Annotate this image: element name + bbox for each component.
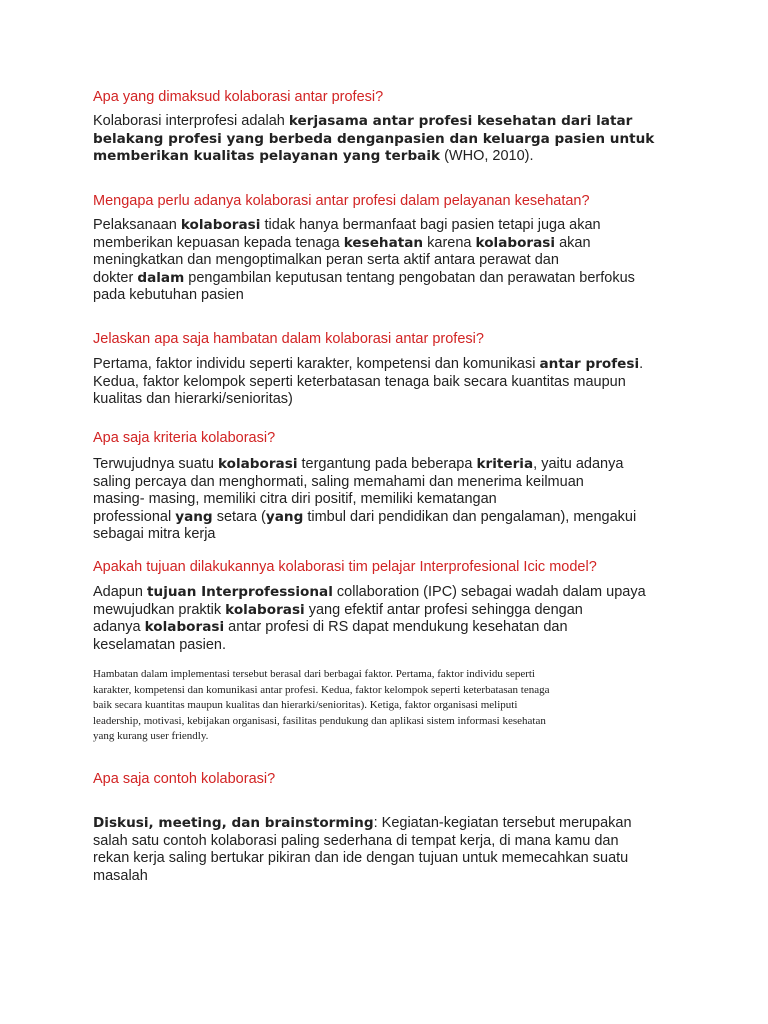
answer-line [93, 833, 693, 851]
answer-line [93, 868, 693, 886]
answer-paragraph [93, 456, 693, 544]
bold-term: kolaborasi [217, 456, 298, 472]
question-heading: Mengapa perlu adanya kolaborasi antar profesi dalam pelayanan kesehatan? [93, 193, 590, 209]
answer-paragraph [93, 584, 693, 654]
answer-line [93, 584, 693, 602]
bold-term: kolaborasi [180, 217, 261, 233]
answer-text: professional [93, 508, 176, 525]
bold-term: kolaborasi [225, 601, 305, 618]
answer-text: memberikan kepuasan kepada tenaga [93, 234, 344, 251]
bold-term: tujuan Interprofessional [147, 584, 333, 600]
answer-text: rekan kerja saling bertukar pikiran dan ide dengan tujuan untuk memecahkan suatu [93, 850, 629, 867]
note-line: yang kurang user friendly. [93, 730, 209, 743]
answer-line [93, 509, 693, 527]
answer-paragraph [93, 217, 693, 305]
answer-line [93, 637, 693, 655]
question-heading: Apa yang dimaksud kolaborasi antar profesi? [93, 89, 384, 105]
answer-line [93, 113, 693, 131]
note-line: karakter, kompetensi dan komunikasi antar profesi. Kedua, faktor kelompok seperti keterbatasan tenaga [93, 683, 550, 696]
note-line: leadership, motivasi, kebijakan organisasi, fasilitas pendukung dan aplikasi sistem informasi kesehatan [93, 714, 546, 727]
answer-text: Adapun [93, 584, 148, 600]
question-heading: Jelaskan apa saja hambatan dalam kolaborasi antar profesi? [93, 331, 484, 347]
note-paragraph [93, 667, 693, 745]
bold-term: kolaborasi [475, 234, 556, 251]
answer-text: pada kebutuhan pasien [93, 287, 244, 304]
bold-term: memberikan kualitas pelayanan yang terbaik [93, 148, 441, 165]
answer-text: akan [555, 234, 591, 251]
note-line: baik secara kuantitas maupun kualitas dan hierarki/senioritas). Ketiga, faktor organisasi meliputi [93, 699, 518, 712]
answer-text: : Kegiatan-kegiatan tersebut merupakan [373, 815, 632, 831]
bold-term: kriteria [476, 456, 534, 472]
answer-text: keselamatan pasien. [93, 636, 226, 653]
answer-text: antar profesi di RS dapat mendukung kesehatan dan [224, 619, 568, 636]
answer-paragraph [93, 815, 693, 885]
answer-text: Kolaborasi interprofesi adalah [93, 113, 289, 129]
bold-term: antar profesi [539, 356, 640, 372]
answer-line [93, 287, 693, 305]
answer-line [93, 217, 693, 235]
answer-paragraph [93, 356, 693, 409]
answer-text: tidak hanya bermanfaat bagi pasien tetapi juga akan [260, 217, 601, 233]
answer-line [93, 491, 693, 509]
bold-term: dalam [137, 269, 185, 286]
answer-text: timbul dari pendidikan dan pengalaman), mengakui [303, 508, 637, 525]
answer-text: mewujudkan praktik [93, 601, 226, 618]
answer-text: setara ( [212, 508, 266, 525]
answer-text: collaboration (IPC) sebagai wadah dalam upaya [332, 584, 646, 600]
answer-text: yang efektif antar profesi sehingga dengan [304, 601, 583, 618]
answer-line [93, 815, 693, 833]
answer-text: masing- masing, memiliki citra diri positif, memiliki kematangan [93, 491, 497, 508]
answer-paragraph [93, 113, 693, 166]
bold-term: kolaborasi [144, 619, 225, 636]
answer-text: . [639, 356, 644, 372]
answer-text: kualitas dan hierarki/senioritas) [93, 391, 293, 408]
answer-line [93, 391, 693, 409]
answer-text: meningkatkan dan mengoptimalkan peran serta aktif antara perawat dan [93, 252, 559, 269]
bold-term: kesehatan [343, 234, 424, 251]
answer-text: Pertama, faktor individu seperti karakter, kompetensi dan komunikasi [93, 356, 540, 372]
answer-text: salah satu contoh kolaborasi paling sederhana di tempat kerja, di mana kamu dan [93, 832, 619, 849]
answer-text: pengambilan keputusan tentang pengobatan dan perawatan berfokus [184, 269, 635, 286]
answer-text: tergantung pada beberapa [297, 456, 477, 472]
bold-term: kerjasama antar profesi kesehatan dari latar [288, 113, 633, 129]
answer-text: saling percaya dan menghormati, saling memahami dan menerima keilmuan [93, 473, 584, 490]
answer-text: karena [423, 234, 476, 251]
answer-text: masalah [93, 867, 148, 884]
answer-line [93, 456, 693, 474]
bold-term: yang [175, 508, 213, 525]
answer-text: Kedua, faktor kelompok seperti keterbatasan tenaga baik secara kuantitas maupun [93, 373, 626, 390]
answer-line [93, 270, 693, 288]
note-line: Hambatan dalam implementasi tersebut berasal dari berbagai faktor. Pertama, faktor individu seperti [93, 668, 535, 680]
answer-line [93, 619, 693, 637]
answer-text: sebagai mitra kerja [93, 526, 216, 543]
answer-line [93, 374, 693, 392]
answer-line [93, 252, 693, 270]
answer-text: adanya [93, 619, 145, 636]
answer-text: Pelaksanaan [93, 217, 181, 233]
answer-text: dokter [93, 269, 138, 286]
question-heading: Apa saja contoh kolaborasi? [93, 771, 276, 787]
answer-line [93, 602, 693, 620]
answer-line [93, 131, 693, 149]
answer-line [93, 474, 693, 492]
answer-text: , yaitu adanya [533, 456, 624, 472]
answer-line [93, 850, 693, 868]
answer-text: Terwujudnya suatu [93, 456, 218, 472]
bold-term: yang [265, 508, 304, 525]
bold-term: Diskusi, meeting, dan brainstorming [93, 815, 374, 831]
bold-term: belakang profesi yang berbeda denganpasien dan keluarga pasien untuk [93, 130, 655, 147]
question-heading: Apakah tujuan dilakukannya kolaborasi tim pelajar Interprofesional Icic model? [93, 559, 597, 575]
question-heading: Apa saja kriteria kolaborasi? [93, 430, 276, 446]
answer-line [93, 148, 693, 166]
answer-line [93, 235, 693, 253]
answer-line [93, 526, 693, 544]
answer-line [93, 356, 693, 374]
answer-text: (WHO, 2010). [440, 148, 534, 165]
